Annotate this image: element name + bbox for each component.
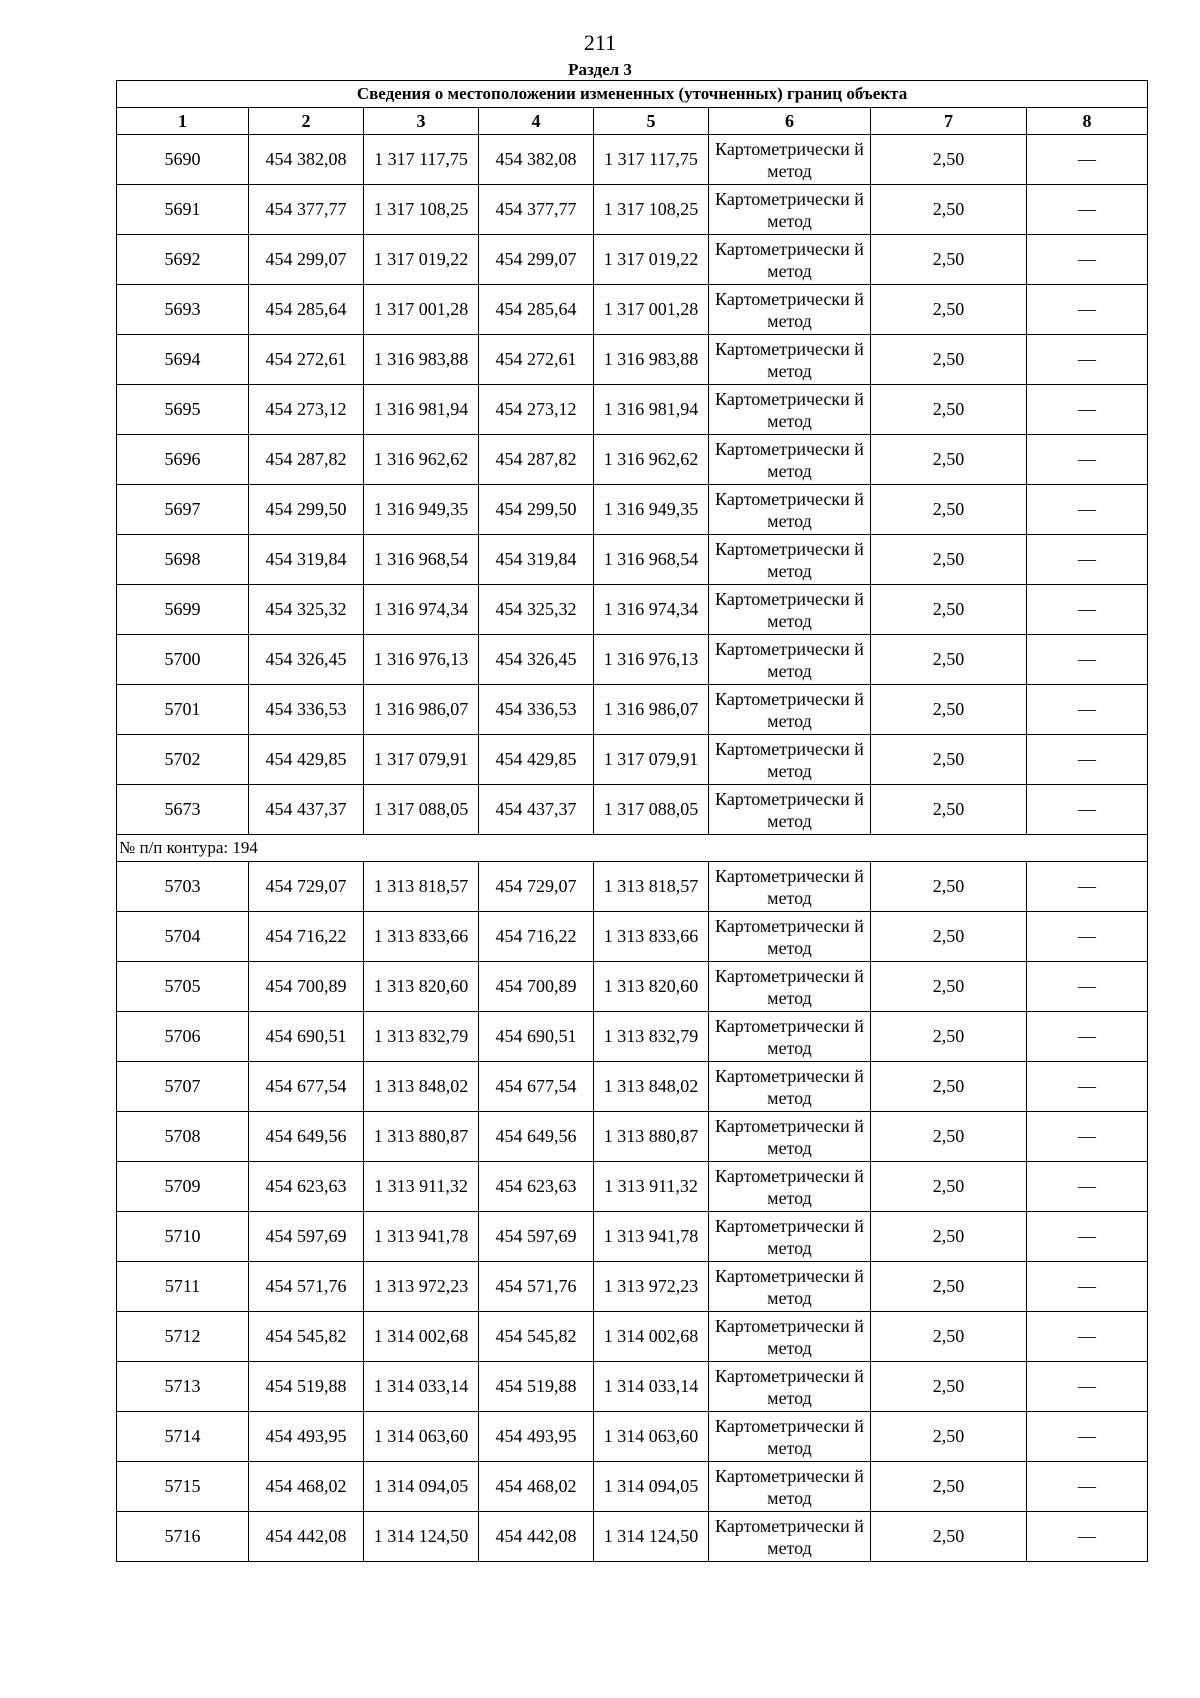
x-updated-cell: 454 700,89 <box>479 962 594 1012</box>
y-updated-cell: 1 316 983,88 <box>594 335 709 385</box>
x-existing-cell: 454 272,61 <box>249 335 364 385</box>
x-existing-cell: 454 545,82 <box>249 1312 364 1362</box>
y-existing-cell: 1 314 094,05 <box>364 1462 479 1512</box>
y-updated-cell: 1 317 117,75 <box>594 135 709 185</box>
table-row <box>117 735 1148 785</box>
table-row <box>117 1062 1148 1112</box>
x-updated-cell: 454 716,22 <box>479 912 594 962</box>
x-existing-cell: 454 319,84 <box>249 535 364 585</box>
x-updated-cell: 454 299,07 <box>479 235 594 285</box>
x-existing-cell: 454 571,76 <box>249 1262 364 1312</box>
column-header: 5 <box>594 108 709 135</box>
y-existing-cell: 1 313 818,57 <box>364 862 479 912</box>
method-cell: Картометрически й метод <box>709 1412 871 1462</box>
accuracy-cell: 2,50 <box>871 1512 1027 1562</box>
y-updated-cell: 1 314 063,60 <box>594 1412 709 1462</box>
y-existing-cell: 1 313 848,02 <box>364 1062 479 1112</box>
accuracy-cell: 2,50 <box>871 585 1027 635</box>
table-row <box>117 535 1148 585</box>
method-cell: Картометрически й метод <box>709 862 871 912</box>
x-existing-cell: 454 519,88 <box>249 1362 364 1412</box>
x-updated-cell: 454 319,84 <box>479 535 594 585</box>
column-header: 3 <box>364 108 479 135</box>
x-updated-cell: 454 729,07 <box>479 862 594 912</box>
column-header: 1 <box>117 108 249 135</box>
y-existing-cell: 1 313 911,32 <box>364 1162 479 1212</box>
y-updated-cell: 1 314 002,68 <box>594 1312 709 1362</box>
method-cell: Картометрически й метод <box>709 535 871 585</box>
x-existing-cell: 454 700,89 <box>249 962 364 1012</box>
table-row <box>117 435 1148 485</box>
y-updated-cell: 1 317 088,05 <box>594 785 709 835</box>
y-existing-cell: 1 317 001,28 <box>364 285 479 335</box>
x-existing-cell: 454 377,77 <box>249 185 364 235</box>
method-cell: Картометрически й метод <box>709 685 871 735</box>
description-cell: — <box>1027 1312 1148 1362</box>
accuracy-cell: 2,50 <box>871 1262 1027 1312</box>
y-existing-cell: 1 316 986,07 <box>364 685 479 735</box>
y-existing-cell: 1 316 981,94 <box>364 385 479 435</box>
y-existing-cell: 1 317 079,91 <box>364 735 479 785</box>
y-updated-cell: 1 313 880,87 <box>594 1112 709 1162</box>
x-existing-cell: 454 299,07 <box>249 235 364 285</box>
x-existing-cell: 454 382,08 <box>249 135 364 185</box>
y-updated-cell: 1 316 949,35 <box>594 485 709 535</box>
y-updated-cell: 1 314 124,50 <box>594 1512 709 1562</box>
y-existing-cell: 1 317 019,22 <box>364 235 479 285</box>
point-number-cell: 5709 <box>117 1162 249 1212</box>
method-cell: Картометрически й метод <box>709 1212 871 1262</box>
method-cell: Картометрически й метод <box>709 585 871 635</box>
y-updated-cell: 1 317 108,25 <box>594 185 709 235</box>
description-cell: — <box>1027 485 1148 535</box>
x-existing-cell: 454 677,54 <box>249 1062 364 1112</box>
y-existing-cell: 1 316 968,54 <box>364 535 479 585</box>
column-header: 7 <box>871 108 1027 135</box>
y-updated-cell: 1 316 981,94 <box>594 385 709 435</box>
method-cell: Картометрически й метод <box>709 385 871 435</box>
section-title: Раздел 3 <box>568 60 632 79</box>
method-cell: Картометрически й метод <box>709 335 871 385</box>
method-cell: Картометрически й метод <box>709 735 871 785</box>
table-row <box>117 1512 1148 1562</box>
x-updated-cell: 454 623,63 <box>479 1162 594 1212</box>
y-updated-cell: 1 317 001,28 <box>594 285 709 335</box>
accuracy-cell: 2,50 <box>871 685 1027 735</box>
accuracy-cell: 2,50 <box>871 1062 1027 1112</box>
method-cell: Картометрически й метод <box>709 962 871 1012</box>
point-number-cell: 5704 <box>117 912 249 962</box>
table-row <box>117 1112 1148 1162</box>
point-number-cell: 5712 <box>117 1312 249 1362</box>
point-number-cell: 5701 <box>117 685 249 735</box>
description-cell: — <box>1027 335 1148 385</box>
method-cell: Картометрически й метод <box>709 1162 871 1212</box>
table-row <box>117 335 1148 385</box>
y-updated-cell: 1 317 019,22 <box>594 235 709 285</box>
point-number-cell: 5696 <box>117 435 249 485</box>
y-existing-cell: 1 314 063,60 <box>364 1412 479 1462</box>
contour-row <box>117 835 1148 862</box>
description-cell: — <box>1027 785 1148 835</box>
point-number-cell: 5699 <box>117 585 249 635</box>
point-number-cell: 5705 <box>117 962 249 1012</box>
point-number-cell: 5706 <box>117 1012 249 1062</box>
y-updated-cell: 1 313 833,66 <box>594 912 709 962</box>
x-existing-cell: 454 649,56 <box>249 1112 364 1162</box>
description-cell: — <box>1027 1412 1148 1462</box>
description-cell: — <box>1027 735 1148 785</box>
y-existing-cell: 1 313 941,78 <box>364 1212 479 1262</box>
x-existing-cell: 454 287,82 <box>249 435 364 485</box>
x-updated-cell: 454 597,69 <box>479 1212 594 1262</box>
x-existing-cell: 454 336,53 <box>249 685 364 735</box>
x-updated-cell: 454 649,56 <box>479 1112 594 1162</box>
accuracy-cell: 2,50 <box>871 1162 1027 1212</box>
y-updated-cell: 1 313 941,78 <box>594 1212 709 1262</box>
x-existing-cell: 454 442,08 <box>249 1512 364 1562</box>
point-number-cell: 5692 <box>117 235 249 285</box>
y-existing-cell: 1 313 880,87 <box>364 1112 479 1162</box>
y-existing-cell: 1 313 820,60 <box>364 962 479 1012</box>
y-existing-cell: 1 314 124,50 <box>364 1512 479 1562</box>
y-existing-cell: 1 316 962,62 <box>364 435 479 485</box>
method-cell: Картометрически й метод <box>709 435 871 485</box>
point-number-cell: 5714 <box>117 1412 249 1462</box>
x-updated-cell: 454 442,08 <box>479 1512 594 1562</box>
table-row <box>117 585 1148 635</box>
point-number-cell: 5673 <box>117 785 249 835</box>
table-row <box>117 912 1148 962</box>
x-updated-cell: 454 571,76 <box>479 1262 594 1312</box>
y-updated-cell: 1 316 986,07 <box>594 685 709 735</box>
x-updated-cell: 454 382,08 <box>479 135 594 185</box>
description-cell: — <box>1027 1262 1148 1312</box>
description-cell: — <box>1027 635 1148 685</box>
x-updated-cell: 454 519,88 <box>479 1362 594 1412</box>
point-number-cell: 5708 <box>117 1112 249 1162</box>
x-existing-cell: 454 437,37 <box>249 785 364 835</box>
description-cell: — <box>1027 1162 1148 1212</box>
y-existing-cell: 1 314 033,14 <box>364 1362 479 1412</box>
table-row <box>117 635 1148 685</box>
y-updated-cell: 1 313 848,02 <box>594 1062 709 1112</box>
x-updated-cell: 454 493,95 <box>479 1412 594 1462</box>
accuracy-cell: 2,50 <box>871 1212 1027 1262</box>
y-existing-cell: 1 316 974,34 <box>364 585 479 635</box>
y-existing-cell: 1 317 088,05 <box>364 785 479 835</box>
method-cell: Картометрически й метод <box>709 1112 871 1162</box>
contour-label: № п/п контура: 194 <box>117 835 1148 862</box>
column-header: 2 <box>249 108 364 135</box>
x-existing-cell: 454 299,50 <box>249 485 364 535</box>
point-number-cell: 5715 <box>117 1462 249 1512</box>
table-row <box>117 862 1148 912</box>
x-updated-cell: 454 273,12 <box>479 385 594 435</box>
x-updated-cell: 454 285,64 <box>479 285 594 335</box>
point-number-cell: 5690 <box>117 135 249 185</box>
table-row <box>117 1212 1148 1262</box>
method-cell: Картометрически й метод <box>709 912 871 962</box>
method-cell: Картометрически й метод <box>709 1512 871 1562</box>
table-row <box>117 135 1148 185</box>
description-cell: — <box>1027 435 1148 485</box>
accuracy-cell: 2,50 <box>871 285 1027 335</box>
y-updated-cell: 1 313 972,23 <box>594 1262 709 1312</box>
y-existing-cell: 1 316 983,88 <box>364 335 479 385</box>
table-row <box>117 185 1148 235</box>
point-number-cell: 5691 <box>117 185 249 235</box>
description-cell: — <box>1027 685 1148 735</box>
y-updated-cell: 1 313 832,79 <box>594 1012 709 1062</box>
table-body <box>117 81 1148 1562</box>
table-row <box>117 1312 1148 1362</box>
y-existing-cell: 1 313 832,79 <box>364 1012 479 1062</box>
x-existing-cell: 454 326,45 <box>249 635 364 685</box>
x-existing-cell: 454 729,07 <box>249 862 364 912</box>
point-number-cell: 5716 <box>117 1512 249 1562</box>
y-existing-cell: 1 313 972,23 <box>364 1262 479 1312</box>
x-existing-cell: 454 273,12 <box>249 385 364 435</box>
accuracy-cell: 2,50 <box>871 435 1027 485</box>
description-cell: — <box>1027 1062 1148 1112</box>
table-row <box>117 1262 1148 1312</box>
accuracy-cell: 2,50 <box>871 135 1027 185</box>
method-cell: Картометрически й метод <box>709 1262 871 1312</box>
accuracy-cell: 2,50 <box>871 1112 1027 1162</box>
accuracy-cell: 2,50 <box>871 962 1027 1012</box>
accuracy-cell: 2,50 <box>871 862 1027 912</box>
point-number-cell: 5713 <box>117 1362 249 1412</box>
accuracy-cell: 2,50 <box>871 1462 1027 1512</box>
accuracy-cell: 2,50 <box>871 1412 1027 1462</box>
point-number-cell: 5698 <box>117 535 249 585</box>
y-updated-cell: 1 313 818,57 <box>594 862 709 912</box>
accuracy-cell: 2,50 <box>871 912 1027 962</box>
table-row <box>117 1462 1148 1512</box>
description-cell: — <box>1027 1512 1148 1562</box>
accuracy-cell: 2,50 <box>871 235 1027 285</box>
x-updated-cell: 454 325,32 <box>479 585 594 635</box>
table-row <box>117 235 1148 285</box>
description-cell: — <box>1027 385 1148 435</box>
method-cell: Картометрически й метод <box>709 485 871 535</box>
accuracy-cell: 2,50 <box>871 335 1027 385</box>
x-updated-cell: 454 429,85 <box>479 735 594 785</box>
accuracy-cell: 2,50 <box>871 735 1027 785</box>
x-existing-cell: 454 429,85 <box>249 735 364 785</box>
method-cell: Картометрически й метод <box>709 185 871 235</box>
accuracy-cell: 2,50 <box>871 385 1027 435</box>
table-row <box>117 785 1148 835</box>
description-cell: — <box>1027 585 1148 635</box>
coordinates-table <box>116 80 1148 1562</box>
x-updated-cell: 454 545,82 <box>479 1312 594 1362</box>
point-number-cell: 5697 <box>117 485 249 535</box>
y-updated-cell: 1 316 968,54 <box>594 535 709 585</box>
page-number: 211 <box>583 30 617 55</box>
column-header: 6 <box>709 108 871 135</box>
point-number-cell: 5694 <box>117 335 249 385</box>
accuracy-cell: 2,50 <box>871 1362 1027 1412</box>
description-cell: — <box>1027 135 1148 185</box>
x-existing-cell: 454 690,51 <box>249 1012 364 1062</box>
y-existing-cell: 1 314 002,68 <box>364 1312 479 1362</box>
method-cell: Картометрически й метод <box>709 1462 871 1512</box>
method-cell: Картометрически й метод <box>709 235 871 285</box>
description-cell: — <box>1027 185 1148 235</box>
table-caption-row <box>117 81 1148 108</box>
point-number-cell: 5693 <box>117 285 249 335</box>
table-row <box>117 385 1148 435</box>
description-cell: — <box>1027 862 1148 912</box>
accuracy-cell: 2,50 <box>871 1312 1027 1362</box>
accuracy-cell: 2,50 <box>871 185 1027 235</box>
accuracy-cell: 2,50 <box>871 485 1027 535</box>
y-updated-cell: 1 313 911,32 <box>594 1162 709 1212</box>
y-existing-cell: 1 317 108,25 <box>364 185 479 235</box>
accuracy-cell: 2,50 <box>871 535 1027 585</box>
x-existing-cell: 454 325,32 <box>249 585 364 635</box>
method-cell: Картометрически й метод <box>709 1012 871 1062</box>
table-row <box>117 1362 1148 1412</box>
table-row <box>117 685 1148 735</box>
table-row <box>117 285 1148 335</box>
description-cell: — <box>1027 1112 1148 1162</box>
x-updated-cell: 454 468,02 <box>479 1462 594 1512</box>
method-cell: Картометрически й метод <box>709 785 871 835</box>
point-number-cell: 5703 <box>117 862 249 912</box>
x-updated-cell: 454 336,53 <box>479 685 594 735</box>
x-existing-cell: 454 597,69 <box>249 1212 364 1262</box>
x-updated-cell: 454 299,50 <box>479 485 594 535</box>
y-updated-cell: 1 317 079,91 <box>594 735 709 785</box>
description-cell: — <box>1027 1012 1148 1062</box>
point-number-cell: 5710 <box>117 1212 249 1262</box>
point-number-cell: 5707 <box>117 1062 249 1112</box>
y-updated-cell: 1 314 094,05 <box>594 1462 709 1512</box>
method-cell: Картометрически й метод <box>709 635 871 685</box>
x-updated-cell: 454 677,54 <box>479 1062 594 1112</box>
accuracy-cell: 2,50 <box>871 1012 1027 1062</box>
column-header-row <box>117 108 1148 135</box>
table-row <box>117 1012 1148 1062</box>
table-row <box>117 1162 1148 1212</box>
description-cell: — <box>1027 1462 1148 1512</box>
y-updated-cell: 1 316 974,34 <box>594 585 709 635</box>
x-updated-cell: 454 287,82 <box>479 435 594 485</box>
method-cell: Картометрически й метод <box>709 285 871 335</box>
table-caption: Сведения о местоположении измененных (уточненных) границ объекта <box>117 81 1148 108</box>
accuracy-cell: 2,50 <box>871 785 1027 835</box>
accuracy-cell: 2,50 <box>871 635 1027 685</box>
x-existing-cell: 454 285,64 <box>249 285 364 335</box>
point-number-cell: 5711 <box>117 1262 249 1312</box>
table-row <box>117 1412 1148 1462</box>
y-updated-cell: 1 316 976,13 <box>594 635 709 685</box>
description-cell: — <box>1027 912 1148 962</box>
description-cell: — <box>1027 1212 1148 1262</box>
column-header: 8 <box>1027 108 1148 135</box>
x-existing-cell: 454 493,95 <box>249 1412 364 1462</box>
description-cell: — <box>1027 962 1148 1012</box>
x-updated-cell: 454 377,77 <box>479 185 594 235</box>
table-row <box>117 485 1148 535</box>
y-existing-cell: 1 317 117,75 <box>364 135 479 185</box>
table-row <box>117 962 1148 1012</box>
point-number-cell: 5702 <box>117 735 249 785</box>
description-cell: — <box>1027 535 1148 585</box>
y-existing-cell: 1 316 976,13 <box>364 635 479 685</box>
method-cell: Картометрически й метод <box>709 135 871 185</box>
method-cell: Картометрически й метод <box>709 1062 871 1112</box>
column-header: 4 <box>479 108 594 135</box>
y-updated-cell: 1 314 033,14 <box>594 1362 709 1412</box>
description-cell: — <box>1027 1362 1148 1412</box>
point-number-cell: 5700 <box>117 635 249 685</box>
method-cell: Картометрически й метод <box>709 1362 871 1412</box>
method-cell: Картометрически й метод <box>709 1312 871 1362</box>
y-existing-cell: 1 316 949,35 <box>364 485 479 535</box>
point-number-cell: 5695 <box>117 385 249 435</box>
y-updated-cell: 1 316 962,62 <box>594 435 709 485</box>
y-updated-cell: 1 313 820,60 <box>594 962 709 1012</box>
x-updated-cell: 454 272,61 <box>479 335 594 385</box>
x-updated-cell: 454 326,45 <box>479 635 594 685</box>
description-cell: — <box>1027 285 1148 335</box>
x-existing-cell: 454 468,02 <box>249 1462 364 1512</box>
description-cell: — <box>1027 235 1148 285</box>
x-updated-cell: 454 437,37 <box>479 785 594 835</box>
y-existing-cell: 1 313 833,66 <box>364 912 479 962</box>
x-existing-cell: 454 623,63 <box>249 1162 364 1212</box>
x-existing-cell: 454 716,22 <box>249 912 364 962</box>
x-updated-cell: 454 690,51 <box>479 1012 594 1062</box>
